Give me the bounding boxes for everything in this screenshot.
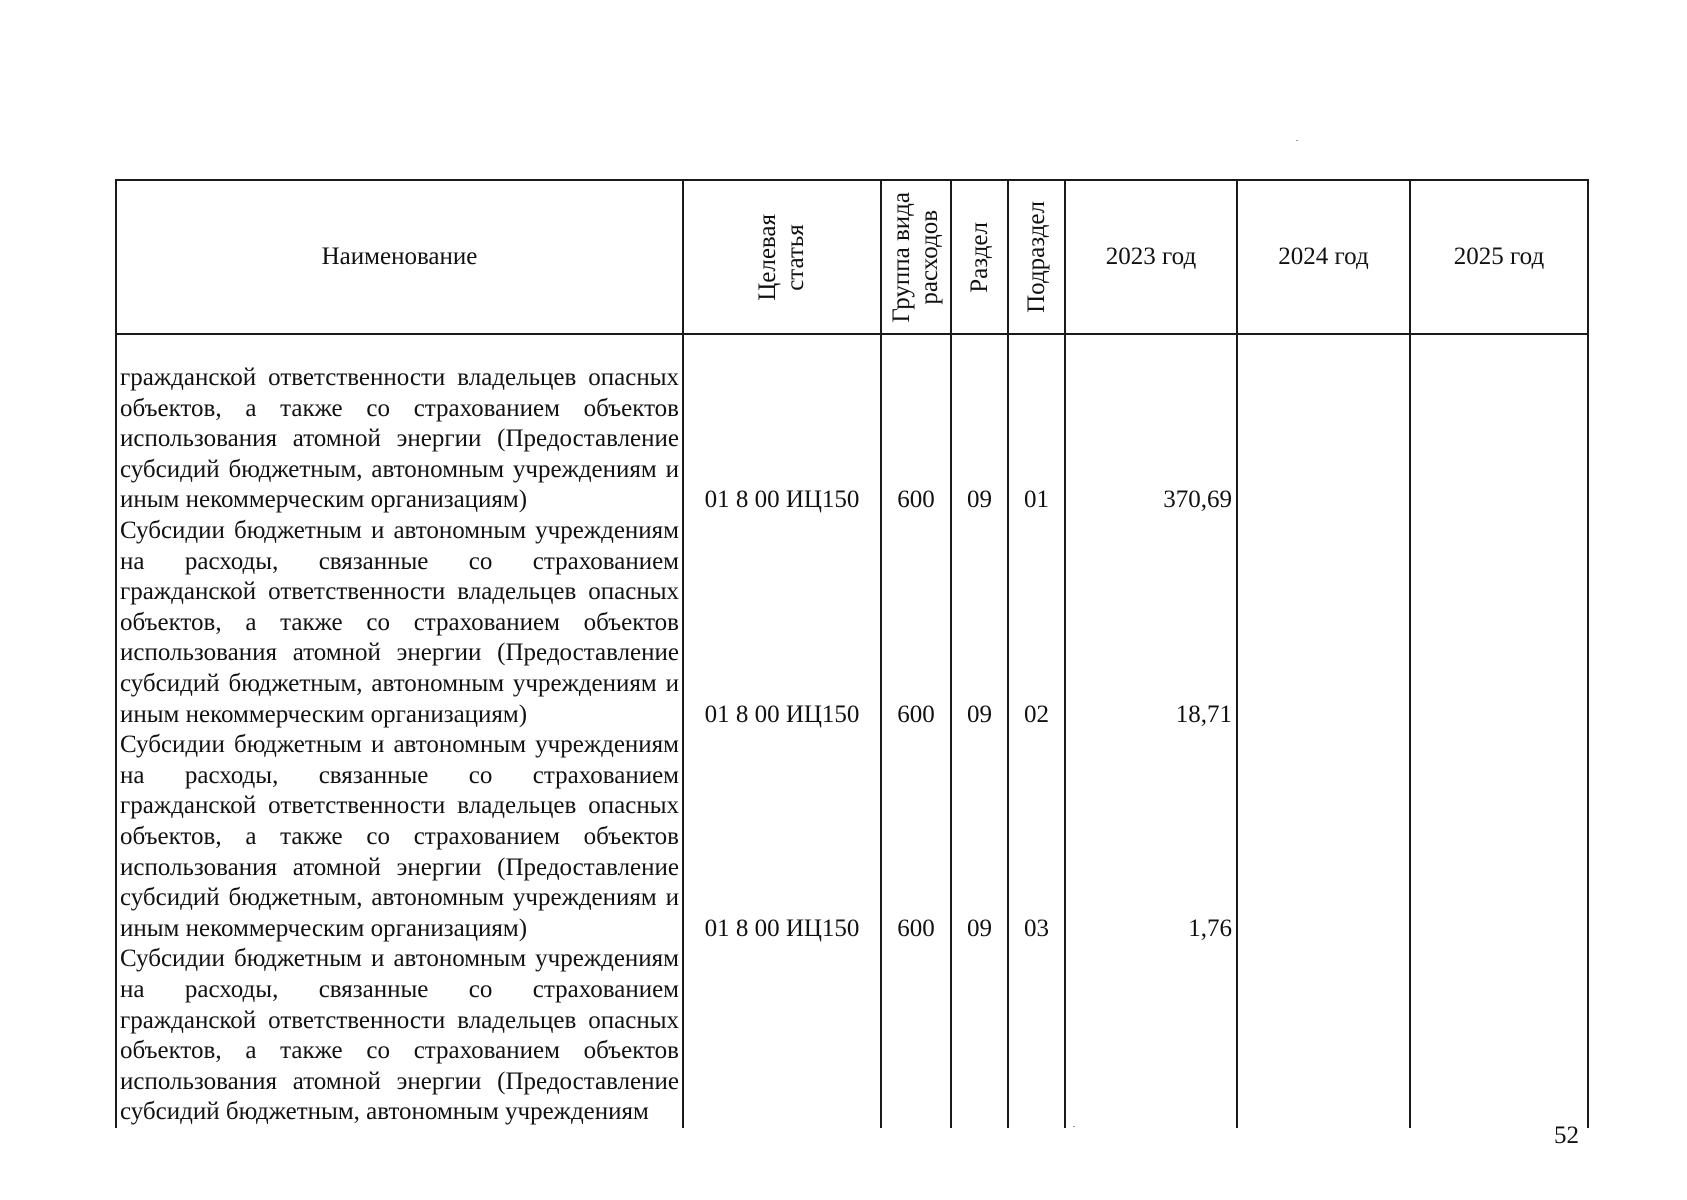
row-section — [951, 944, 1008, 1128]
header-2023: 2023 год — [1065, 180, 1237, 334]
page-number: 52 — [1554, 1122, 1579, 1149]
row-expense-group: 600 — [881, 516, 951, 730]
row-amount-2024 — [1237, 516, 1410, 730]
table-row — [116, 944, 1588, 1128]
row-subsection — [1008, 944, 1065, 1128]
row-amount-2025 — [1410, 516, 1588, 730]
row-expense-group: 600 — [881, 730, 951, 944]
row-section: 09 — [951, 516, 1008, 730]
header-expense-group — [881, 180, 951, 334]
row-amount-2025 — [1410, 730, 1588, 944]
header-section-text: Раздел — [965, 221, 993, 293]
header-subsection-wrap — [1009, 181, 1064, 333]
row-name: гражданской ответственности владельцев опасных объектов, а также со страхованием объектов использования атомной энергии (Предоставление субсидий бюджетным, автономным учреждениям и иным некоммерческим организациям) — [116, 334, 683, 516]
row-amount-2023: 370,69 — [1065, 334, 1237, 516]
row-target-article: 01 8 00 ИЦ150 — [683, 516, 881, 730]
row-amount-2024 — [1237, 334, 1410, 516]
header-section — [951, 180, 1008, 334]
row-amount-2025 — [1410, 334, 1588, 516]
row-section: 09 — [951, 730, 1008, 944]
row-subsection: 03 — [1008, 730, 1065, 944]
budget-table — [115, 179, 1589, 1128]
row-name: Субсидии бюджетным и автономным учреждениям на расходы, связанные со страхованием гражданской ответственности владельцев опасных объектов, а также со страхованием объектов использования атомной энергии (Предоставление субсидий бюджетным, автономным учреждениям — [116, 944, 683, 1128]
table-row — [116, 730, 1588, 944]
header-row — [116, 180, 1588, 334]
row-subsection: 02 — [1008, 516, 1065, 730]
row-name: Субсидии бюджетным и автономным учреждениям на расходы, связанные со страхованием гражданской ответственности владельцев опасных объектов, а также со страхованием объектов использования атомной энергии (Предоставление субсидий бюджетным, автономным учреждениям и иным некоммерческим организациям) — [116, 516, 683, 730]
scan-speck — [1296, 140, 1298, 141]
table-body — [116, 334, 1588, 1128]
table-row — [116, 516, 1588, 730]
row-amount-2023 — [1065, 944, 1237, 1128]
row-amount-2023: 18,71 — [1065, 516, 1237, 730]
row-amount-2024 — [1237, 730, 1410, 944]
row-amount-2025 — [1410, 944, 1588, 1128]
row-expense-group: 600 — [881, 334, 951, 516]
header-target-article — [683, 180, 881, 334]
header-2025: 2025 год — [1410, 180, 1588, 334]
row-expense-group — [881, 944, 951, 1128]
row-name: Субсидии бюджетным и автономным учреждениям на расходы, связанные со страхованием гражданской ответственности владельцев опасных объектов, а также со страхованием объектов использования атомной энергии (Предоставление субсидий бюджетным, автономным учреждениям и иным некоммерческим организациям) — [116, 730, 683, 944]
scan-speck — [1073, 1126, 1075, 1127]
header-group-text: Группа вида расходов — [888, 191, 943, 323]
header-group-wrap — [882, 181, 950, 333]
header-subsection-text: Подраздел — [1022, 201, 1050, 313]
header-section-wrap — [952, 181, 1007, 333]
header-subsection — [1008, 180, 1065, 334]
table-row — [116, 334, 1588, 516]
row-section: 09 — [951, 334, 1008, 516]
row-amount-2024 — [1237, 944, 1410, 1128]
row-target-article: 01 8 00 ИЦ150 — [683, 334, 881, 516]
header-target-wrap — [684, 181, 880, 333]
row-target-article — [683, 944, 881, 1128]
header-2024: 2024 год — [1237, 180, 1410, 334]
header-name: Наименование — [116, 180, 683, 334]
row-target-article: 01 8 00 ИЦ150 — [683, 730, 881, 944]
table-header — [116, 180, 1588, 334]
header-target-text: Целевая статья — [754, 213, 809, 301]
row-amount-2023: 1,76 — [1065, 730, 1237, 944]
row-subsection: 01 — [1008, 334, 1065, 516]
